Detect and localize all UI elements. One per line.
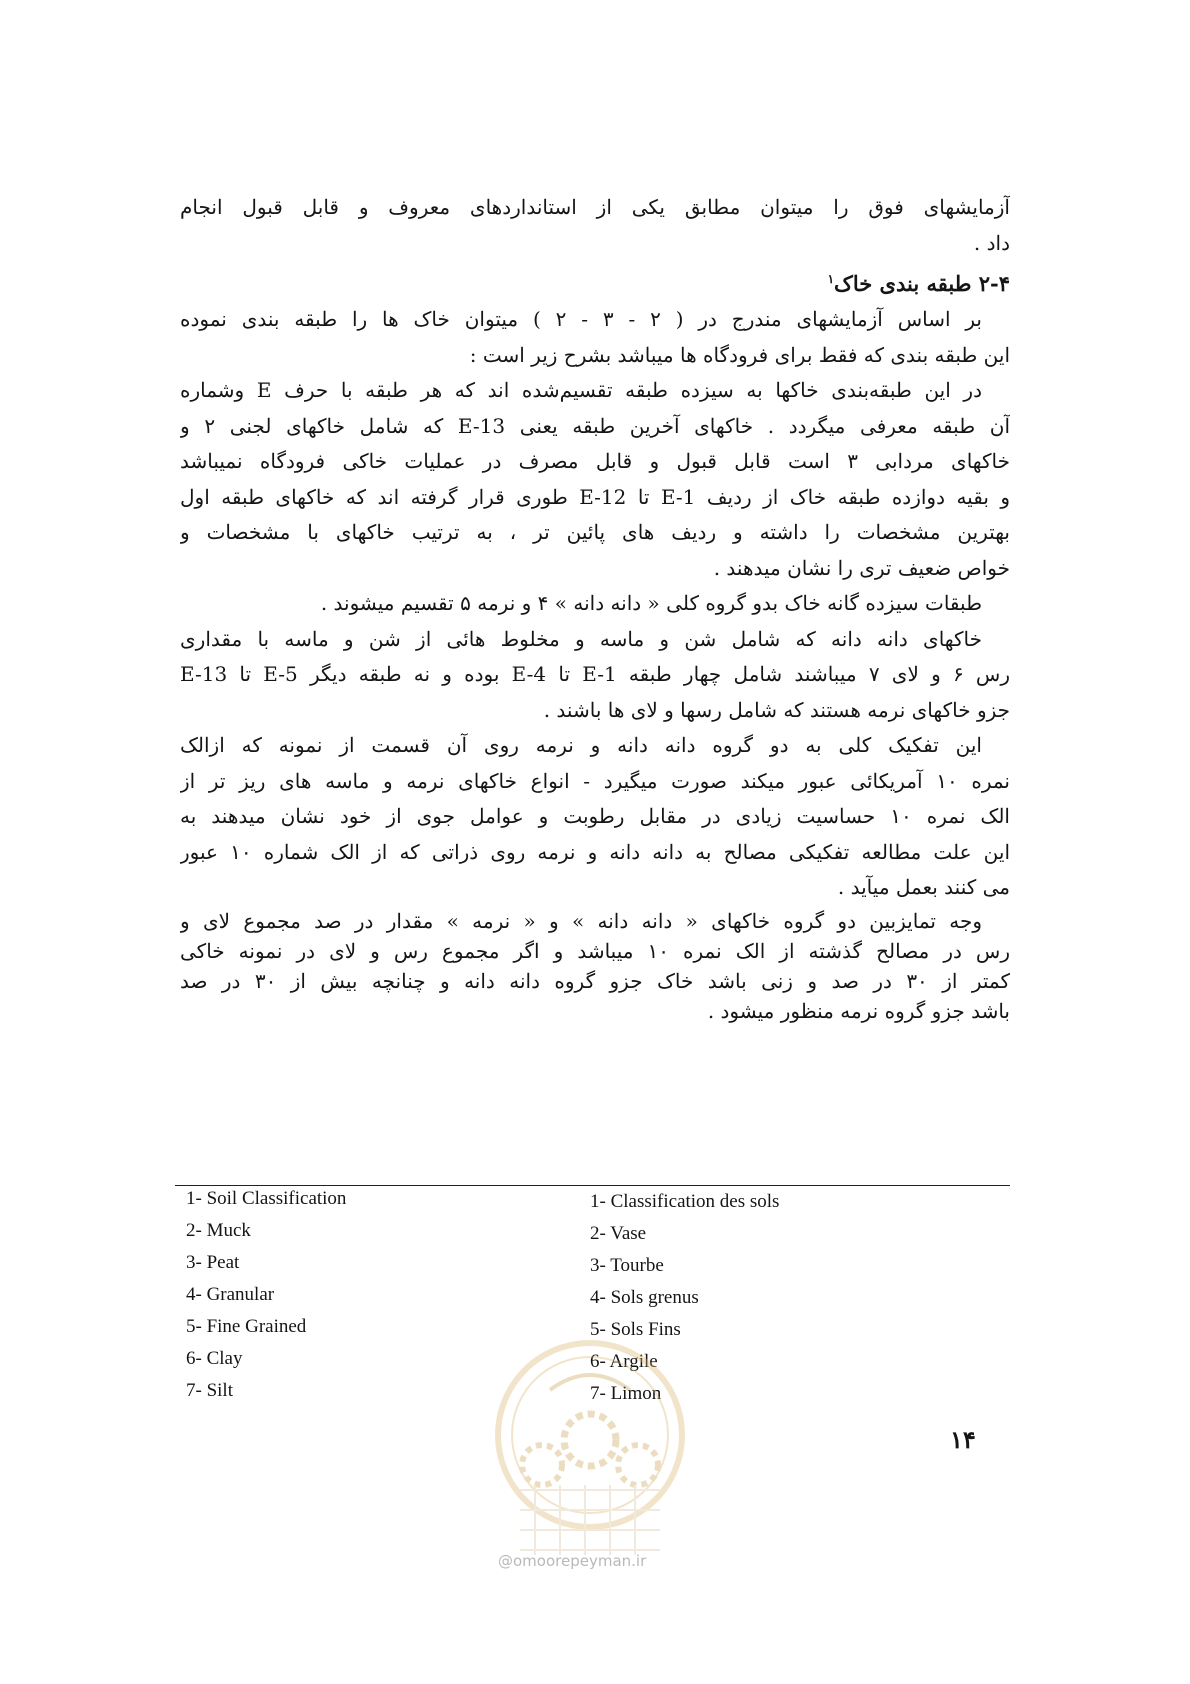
text-line: وجه تمایزبین دو گروه خاکهای « دانه دانه » و « نرمه » مقدار در صد مجموع لای و [180,908,982,933]
text-line: نمره ۱۰ آمریکائی عبور میکند صورت میگیرد - انواع خاکهای نرمه و ماسه های ریز تر از [180,768,1010,793]
footnote-item: 1- Soil Classification [186,1188,347,1209]
footnote-item: 2- Vase [590,1223,647,1244]
footnote-item: 1- Classification des sols [590,1191,780,1212]
text-line: جزو خاکهای نرمه هستند که شامل رسها و لای ها باشند . [543,697,1010,722]
text-line: آزمایشهای فوق را میتوان مطابق یکی از استانداردهای معروف و قابل قبول انجام [180,195,1010,219]
paragraph [180,728,1010,906]
text-line: داد . [973,230,1010,255]
text-line: خواص ضعیف تری را نشان میدهند . [713,555,1010,580]
footnote-item: 3- Peat [186,1252,240,1273]
footnote-item: 5- Fine Grained [186,1316,307,1337]
text-line: رس در مصالح گذشته از الک نمره ۱۰ میباشد و اگر مجموع رس و لای در نمونه خاکی [180,938,1010,963]
footnote-item: 4- Sols grenus [590,1287,699,1308]
text-line: بر اساس آزمایشهای مندرج در ( ۲ - ۳ - ۲ ) میتوان خاک ها را طبقه بندی نموده [180,307,982,331]
text-line: رس ۶ و لای ۷ میباشند شامل چهار طبقه E-1 تا E-4 بوده و نه طبقه دیگر E-5 تا E-13 [180,662,1010,686]
footnote-item: 4- Granular [186,1284,275,1305]
footnote-item: 3- Tourbe [590,1255,664,1276]
paragraph [180,302,1010,373]
paragraph [180,906,1010,1026]
text-line: در این طبقه‌بندی خاکها به سیزده طبقه تقسیم‌شده اند که هر طبقه با حرف E وشماره [180,378,982,402]
footnotes-english [186,1183,346,1407]
text-line: کمتر از ۳۰ در صد و زنی باشد خاک جزو گروه دانه دانه و چنانچه بیش از ۳۰ در صد [180,968,1010,993]
footnote-item: 2- Muck [186,1220,251,1241]
text-line: خاکهای دانه دانه که شامل شن و ماسه و مخلوط هائی از شن و ماسه با مقداری [180,626,982,651]
footnote-item: 6- Argile [590,1351,658,1372]
text-line: این طبقه بندی که فقط برای فرودگاه ها میباشد بشرح زیر است : [469,342,1010,367]
text-line: باشد جزو گروه نرمه منظور میشود . [707,998,1010,1023]
footnote-ref: ۱ [827,272,835,286]
text-line: این علت مطالعه تفکیکی مصالح به دانه دانه و نرمه روی ذراتی که از الک شماره ۱۰ عبور [180,839,1010,864]
text-line: طبقات سیزده گانه خاک بدو گروه کلی « دانه دانه » ۴ و نرمه ۵ تقسیم میشوند . [320,591,982,615]
paragraph [180,373,1010,586]
footnote-item: 5- Sols Fins [590,1319,681,1340]
footnote-item: 6- Clay [186,1348,243,1369]
text-line: الک نمره ۱۰ حساسیت زیادی در مقابل رطوبت و عوامل جوی از خود نشان میدهند به [180,804,1010,828]
text-line: خاکهای مردابی ۳ است قابل قبول و قابل مصرف در عملیات خاکی فرودگاه نمیباشد [180,449,1010,473]
text-line: آن طبقه معرفی میگردد . خاکهای آخرین طبقه یعنی E-13 که شامل خاکهای لجنی ۲ و [180,413,1010,438]
section-heading-text: ۲-۴ طبقه بندی خاک [834,271,1010,296]
text-line: بهترین مشخصات را داشته و ردیف های پائین تر ، به ترتیب خاکهای با مشخصات و [180,520,1010,544]
main-text-column [180,190,1010,1026]
watermark-text: @omoorepeyman.ir [498,1552,647,1570]
watermark-logo-icon [480,1330,700,1580]
footnote-item: 7- Silt [186,1380,233,1401]
page-number: ۱۴ [950,1425,976,1454]
text-line: و بقیه دوازده طبقه خاک از ردیف E-1 تا E-12 طوری قرار گرفته اند که خاکهای طبقه اول [180,484,1010,509]
paragraph [180,586,1010,622]
text-line: می کنند بعمل میآید . [837,875,1010,899]
paragraph [180,622,1010,729]
footnote-item: 7- Limon [590,1383,662,1404]
text-line: این تفکیک کلی به دو گروه دانه دانه و نرمه روی آن قسمت از نمونه که ازالک [180,733,982,757]
section-heading [180,261,1010,302]
